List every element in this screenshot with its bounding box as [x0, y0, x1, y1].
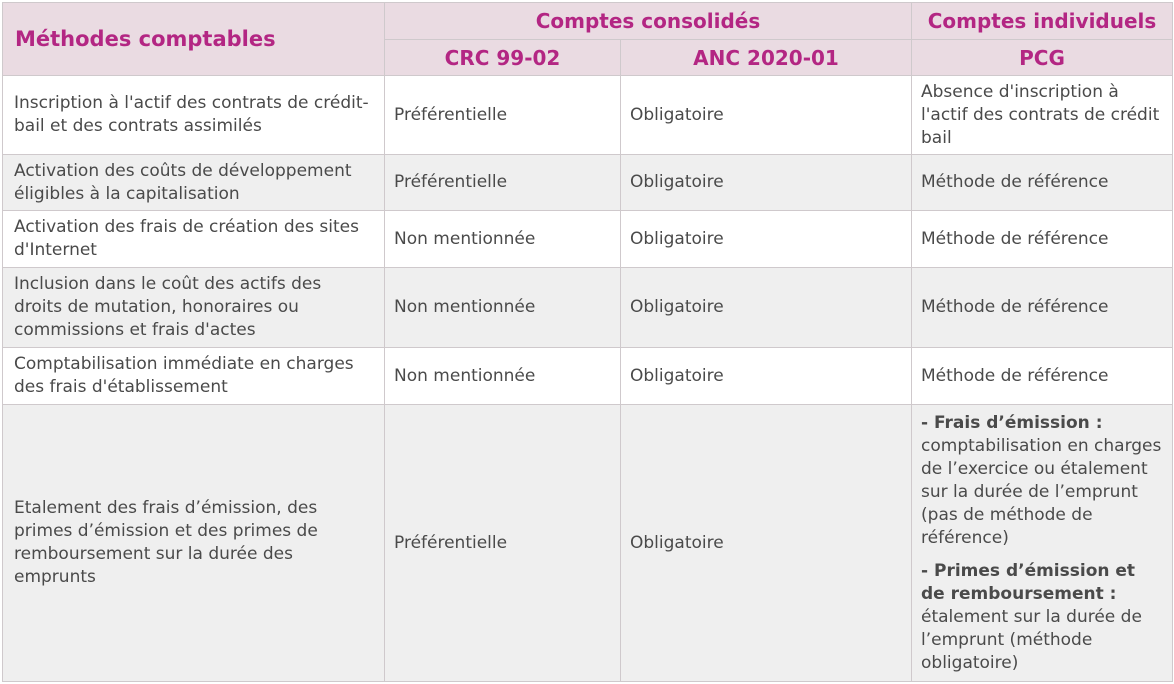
pcg-cell: Absence d'inscription à l'actif des contrats de crédit bail [912, 76, 1173, 155]
header-anc: ANC 2020-01 [621, 40, 912, 76]
pcg-cell: Méthode de référence [912, 268, 1173, 348]
crc-cell: Préférentielle [385, 155, 621, 211]
method-cell: Activation des coûts de développement éligibles à la capitalisation [3, 155, 385, 211]
crc-cell: Préférentielle [385, 76, 621, 155]
pcg-note-label: - Frais d’émission : [921, 412, 1103, 433]
method-cell: Inscription à l'actif des contrats de crédit-bail et des contrats assimilés [3, 76, 385, 155]
method-cell: Etalement des frais d’émission, des primes d’émission et des primes de remboursement sur la durée des emprunts [3, 405, 385, 682]
table-row [3, 348, 1173, 405]
crc-cell: Non mentionnée [385, 348, 621, 405]
header-individual-group: Comptes individuels [912, 3, 1173, 40]
table-row [3, 405, 1173, 682]
crc-cell: Non mentionnée [385, 211, 621, 268]
pcg-note-label: - Primes d’émission et de remboursement : [921, 560, 1136, 604]
pcg-cell: Méthode de référence [912, 348, 1173, 405]
table-row [3, 268, 1173, 348]
header-methods: Méthodes comptables [3, 3, 385, 76]
header-crc: CRC 99-02 [385, 40, 621, 76]
crc-cell: Non mentionnée [385, 268, 621, 348]
pcg-cell: Méthode de référence [912, 211, 1173, 268]
pcg-cell [912, 405, 1173, 682]
anc-cell: Obligatoire [621, 268, 912, 348]
pcg-note-text: comptabilisation en charges de l’exercice ou étalement sur la durée de l’emprunt (pas de méthode de référence) [921, 435, 1162, 548]
header-pcg: PCG [912, 40, 1173, 76]
anc-cell: Obligatoire [621, 155, 912, 211]
crc-cell: Préférentielle [385, 405, 621, 682]
anc-cell: Obligatoire [621, 211, 912, 268]
header-consolidated-group: Comptes consolidés [385, 3, 912, 40]
pcg-cell: Méthode de référence [912, 155, 1173, 211]
anc-cell: Obligatoire [621, 405, 912, 682]
table-row [3, 155, 1173, 211]
table-row [3, 76, 1173, 155]
pcg-note [921, 412, 1162, 550]
anc-cell: Obligatoire [621, 76, 912, 155]
method-cell: Comptabilisation immédiate en charges des frais d'établissement [3, 348, 385, 405]
table-row [3, 211, 1173, 268]
method-cell: Activation des frais de création des sites d'Internet [3, 211, 385, 268]
accounting-methods-table [2, 2, 1173, 682]
anc-cell: Obligatoire [621, 348, 912, 405]
pcg-note-text: étalement sur la durée de l’emprunt (méthode obligatoire) [921, 606, 1142, 673]
method-cell: Inclusion dans le coût des actifs des droits de mutation, honoraires ou commissions et frais d'actes [3, 268, 385, 348]
pcg-note [921, 560, 1162, 675]
